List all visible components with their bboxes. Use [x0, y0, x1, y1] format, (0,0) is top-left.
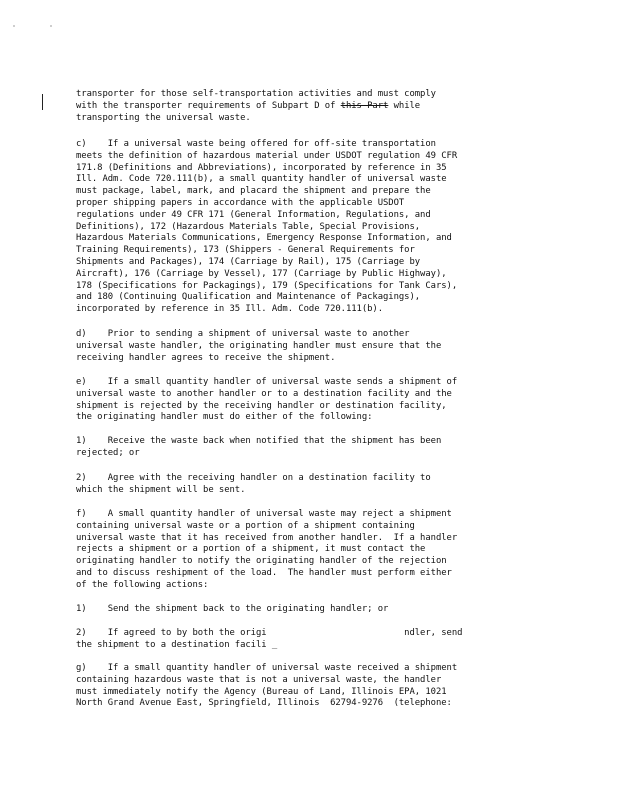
- line: universal waste handler, the originating handler must ensure that the: [76, 340, 442, 351]
- line: 171.8 (Definitions and Abbreviations), incorporated by reference in 35: [76, 162, 447, 173]
- line: c) If a universal waste being offered for off-site transportation: [76, 139, 436, 149]
- line: must immediately notify the Agency (Bureau of Land, Illinois EPA, 1021: [76, 686, 447, 697]
- line: 1) Receive the waste back when notified that the shipment has been: [76, 436, 442, 446]
- line: 2) If agreed to by both the origi ndler, send: [76, 628, 463, 638]
- line: the originating handler must do either of the following:: [76, 412, 373, 423]
- line: Hazardous Materials Communications, Emergency Response Information, and: [76, 233, 452, 244]
- line: transporter for those self-transportation activities and must comply: [76, 89, 436, 99]
- line: transporting the universal waste.: [76, 112, 251, 123]
- line: receiving handler agrees to receive the shipment.: [76, 352, 336, 363]
- line: Aircraft), 176 (Carriage by Vessel), 177 (Carriage by Public Highway),: [76, 268, 447, 279]
- struck-text: this Part: [340, 100, 389, 111]
- line: of the following actions:: [76, 579, 209, 590]
- line: universal waste that it has received from another handler. If a handler: [76, 532, 458, 543]
- line: e) If a small quantity handler of universal waste sends a shipment of: [76, 377, 458, 387]
- line: Training Requirements), 173 (Shippers - General Requirements for: [76, 245, 415, 256]
- line: meets the definition of hazardous material under USDOT regulation 49 CFR: [76, 150, 458, 161]
- line: regulations under 49 CFR 171 (General Information, Regulations, and: [76, 209, 431, 220]
- line: 1) Send the shipment back to the originating handler; or: [76, 604, 389, 614]
- line: originating handler to notify the originating handler of the rejection: [76, 556, 447, 567]
- line: North Grand Avenue East, Springfield, Illinois 62794-9276 (telephone:: [76, 698, 452, 709]
- line: proper shipping papers in accordance with the applicable USDOT: [76, 197, 405, 208]
- line-suffix: while: [388, 100, 421, 111]
- line: the shipment to a destination facili _: [76, 639, 278, 650]
- speck: [50, 25, 51, 26]
- line-prefix: with the transporter requirements of Subpart D of: [76, 100, 341, 111]
- line: must package, label, mark, and placard the shipment and prepare the: [76, 186, 431, 197]
- line: and 180 (Continuing Qualification and Maintenance of Packagings),: [76, 292, 421, 303]
- line: Ill. Adm. Code 720.111(b), a small quantity handler of universal waste: [76, 174, 447, 185]
- line: g) If a small quantity handler of universal waste received a shipment: [76, 663, 458, 673]
- line: universal waste to another handler or to a destination facility and the: [76, 388, 452, 399]
- line: rejected; or: [76, 447, 140, 458]
- line: incorporated by reference in 35 Ill. Adm. Code 720.111(b).: [76, 304, 384, 315]
- line: Definitions), 172 (Hazardous Materials Table, Special Provisions,: [76, 221, 421, 232]
- line: rejects a shipment or a portion of a shipment, it must contact the: [76, 544, 426, 555]
- line: 178 (Specifications for Packagings), 179 (Specifications for Tank Cars),: [76, 280, 458, 291]
- line: d) Prior to sending a shipment of universal waste to another: [76, 329, 410, 339]
- line: Shipments and Packages), 174 (Carriage by Rail), 175 (Carriage by: [76, 256, 421, 267]
- line: containing universal waste or a portion of a shipment containing: [76, 520, 415, 531]
- line: and to discuss reshipment of the load. The handler must perform either: [76, 567, 452, 578]
- speck: [13, 25, 14, 26]
- line: shipment is rejected by the receiving handler or destination facility,: [76, 400, 447, 411]
- line: which the shipment will be sent.: [76, 484, 246, 495]
- line: containing hazardous waste that is not a universal waste, the handler: [76, 674, 442, 685]
- line: 2) Agree with the receiving handler on a destination facility to: [76, 473, 431, 483]
- line: f) A small quantity handler of universal waste may reject a shipment: [76, 509, 452, 519]
